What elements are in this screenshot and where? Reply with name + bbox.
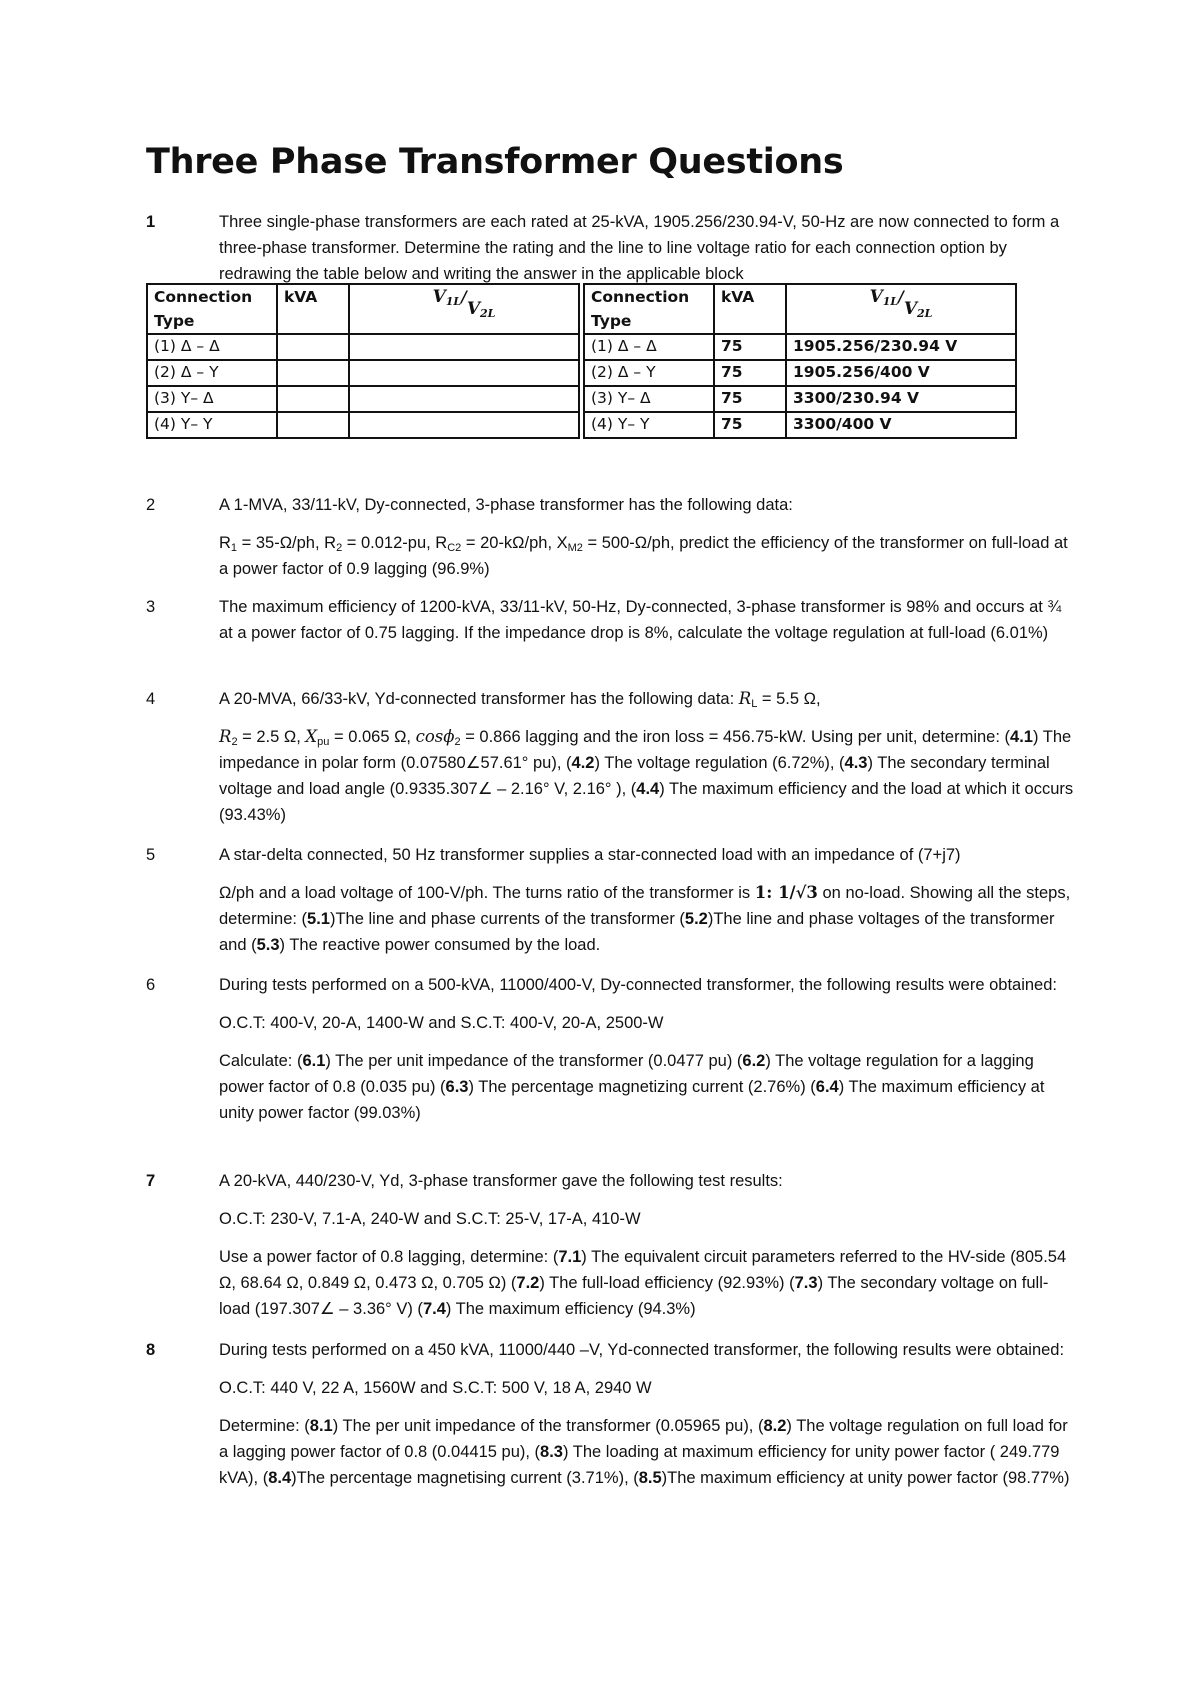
question-data: $R_1 = 35-\Omega/ph$, $R_2 = 0.012-pu$, $R_{C2} = 20-k\Omega/ph$, $X_{M2} = 500-\Omega/ph$, predict the efficiency of the transformer on full-load at a power factor of 0.9 lagging (96.9%) <box>219 534 1068 578</box>
cell-kva <box>277 360 349 386</box>
question-text: During tests performed on a 450 kVA, 11000/440 –V, Yd-connected transformer, the following results were obtained: <box>219 1341 1065 1359</box>
cell-kva <box>277 334 349 360</box>
connection-table-answers <box>583 283 1017 439</box>
question-parts: Use a power factor of 0.8 lagging, determine: (7.1) The equivalent circuit parameters referred to the HV-side (805.54 Ω, 68.64 Ω, 0.849 Ω, 0.473 Ω, 0.705 Ω) (7.2) The full-load efficiency (92.93%) (7.3) The secondary voltage on full-load (197.307∠ – 3.36° V) (7.4) The maximum efficiency (94.3%) <box>219 1248 1067 1318</box>
table-row <box>147 360 579 386</box>
question-1 <box>146 209 1076 287</box>
cell-type: (3) Y– Δ <box>584 386 714 412</box>
test-results: O.C.T: 400-V, 20-A, 1400-W and S.C.T: 400-V, 20-A, 2500-W <box>219 1014 664 1032</box>
header-voltage-ratio: $V_{1L}/V_{2L}$ <box>349 284 579 334</box>
question-number: 8 <box>146 1341 156 1359</box>
question-6 <box>146 972 1076 1138</box>
question-text: A star-delta connected, 50 Hz transformer supplies a star-connected load with an impedance of (7+j7) <box>219 846 961 864</box>
question-number: 1 <box>146 213 156 231</box>
page-title: Three Phase Transformer Questions <box>146 142 844 182</box>
question-8 <box>146 1337 1076 1503</box>
header-kva: kVA <box>714 284 786 334</box>
table-row <box>584 412 1016 438</box>
cell-type: (1) Δ – Δ <box>584 334 714 360</box>
cell-kva <box>277 386 349 412</box>
cell-ratio: 3300/400 V <box>786 412 1016 438</box>
cell-ratio <box>349 386 579 412</box>
question-number: 7 <box>146 1172 156 1190</box>
connection-table-blank <box>146 283 580 439</box>
question-text: The maximum efficiency of 1200-kVA, 33/11-kV, 50-Hz, Dy-connected, 3-phase transformer is 98% and occurs at ¾ at a power factor of 0.75 lagging. If the impedance drop is 8%, calculate the voltage regulation at full-load (6.01%) <box>219 598 1062 642</box>
cell-kva <box>277 412 349 438</box>
cell-type: (2) Δ – Y <box>584 360 714 386</box>
table-row <box>147 334 579 360</box>
table-row <box>584 334 1016 360</box>
table-row <box>147 386 579 412</box>
cell-ratio <box>349 360 579 386</box>
test-results: O.C.T: 230-V, 7.1-A, 240-W and S.C.T: 25-V, 17-A, 410-W <box>219 1210 641 1228</box>
question-5 <box>146 842 1076 970</box>
question-number: 5 <box>146 846 156 864</box>
header-voltage-ratio: $V_{1L}/V_{2L}$ <box>786 284 1016 334</box>
question-number: 4 <box>146 690 156 708</box>
cell-kva: 75 <box>714 386 786 412</box>
question-text: During tests performed on a 500-kVA, 11000/400-V, Dy-connected transformer, the following results were obtained: <box>219 976 1057 994</box>
question-4 <box>146 686 1076 840</box>
cell-kva: 75 <box>714 360 786 386</box>
cell-type: (4) Y– Y <box>584 412 714 438</box>
cell-type: (1) Δ – Δ <box>147 334 277 360</box>
cell-kva: 75 <box>714 334 786 360</box>
cell-ratio <box>349 412 579 438</box>
table-row <box>147 412 579 438</box>
question-7 <box>146 1168 1076 1334</box>
cell-ratio <box>349 334 579 360</box>
question-text: A 1-MVA, 33/11-kV, Dy-connected, 3-phase transformer has the following data: <box>219 496 793 514</box>
cell-type: (2) Δ – Y <box>147 360 277 386</box>
question-number: 3 <box>146 598 156 616</box>
header-kva: kVA <box>277 284 349 334</box>
header-connection-type: Connection Type <box>147 284 277 334</box>
cell-type: (4) Y– Y <box>147 412 277 438</box>
cell-type: (3) Y– Δ <box>147 386 277 412</box>
cell-ratio: 1905.256/400 V <box>786 360 1016 386</box>
question-parts: Calculate: (6.1) The per unit impedance of the transformer (0.0477 pu) (6.2) The voltage regulation for a lagging power factor of 0.8 (0.035 pu) (6.3) The percentage magnetizing current (2.76%) (6.4) The maximum efficiency at unity power factor (99.03%) <box>219 1052 1045 1122</box>
question-data: Ω/ph and a load voltage of 100-V/ph. The turns ratio of the transformer is 1: 1/√3 on no-load. Showing all the steps, determine: (5.1)The line and phase currents of the transformer (5.2)The line and phase voltages of the transformer and (5.3) The reactive power consumed by the load. <box>219 883 1071 954</box>
question-text: A 20-MVA, 66/33-kV, Yd-connected transformer has the following data: $R_L = 5.5$ Ω, <box>219 689 821 710</box>
question-number: 6 <box>146 976 156 994</box>
question-parts: Determine: (8.1) The per unit impedance of the transformer (0.05965 pu), (8.2) The voltage regulation on full load for a lagging power factor of 0.8 (0.04415 pu), (8.3) The loading at maximum efficiency for unity power factor ( 249.779 kVA), (8.4)The percentage magnetising current (3.71%), (8.5)The maximum efficiency at unity power factor (98.77%) <box>219 1417 1070 1487</box>
cell-ratio: 3300/230.94 V <box>786 386 1016 412</box>
question-3 <box>146 594 1076 658</box>
question-text: A 20-kVA, 440/230-V, Yd, 3-phase transformer gave the following test results: <box>219 1172 783 1190</box>
question-2 <box>146 492 1076 594</box>
header-connection-type: Connection Type <box>584 284 714 334</box>
table-row <box>584 386 1016 412</box>
question-number: 2 <box>146 496 156 514</box>
question-text: Three single-phase transformers are each rated at 25-kVA, 1905.256/230.94-V, 50-Hz are now connected to form a three-phase transformer. Determine the rating and the line to line voltage ratio for each connection option by redrawing the table below and writing the answer in the applicable block <box>219 213 1060 283</box>
question-data: $R_2 = 2.5$ Ω, $X_{pu} = 0.065$ Ω, cosϕ$_2$ = 0.866 lagging and the iron loss = 456.75-kW. Using per unit, determine: (4.1) The impedance in polar form (0.07580∠57.61° pu), (4.2) The voltage regulation (6.72%), (4.3) The secondary terminal voltage and load angle (0.9335.307∠ – 2.16° V, 2.16° ), (4.4) The maximum efficiency and the load at which it occurs (93.43%) <box>219 727 1074 824</box>
test-results: O.C.T: 440 V, 22 A, 1560W and S.C.T: 500 V, 18 A, 2940 W <box>219 1379 652 1397</box>
cell-ratio: 1905.256/230.94 V <box>786 334 1016 360</box>
table-row <box>584 360 1016 386</box>
cell-kva: 75 <box>714 412 786 438</box>
